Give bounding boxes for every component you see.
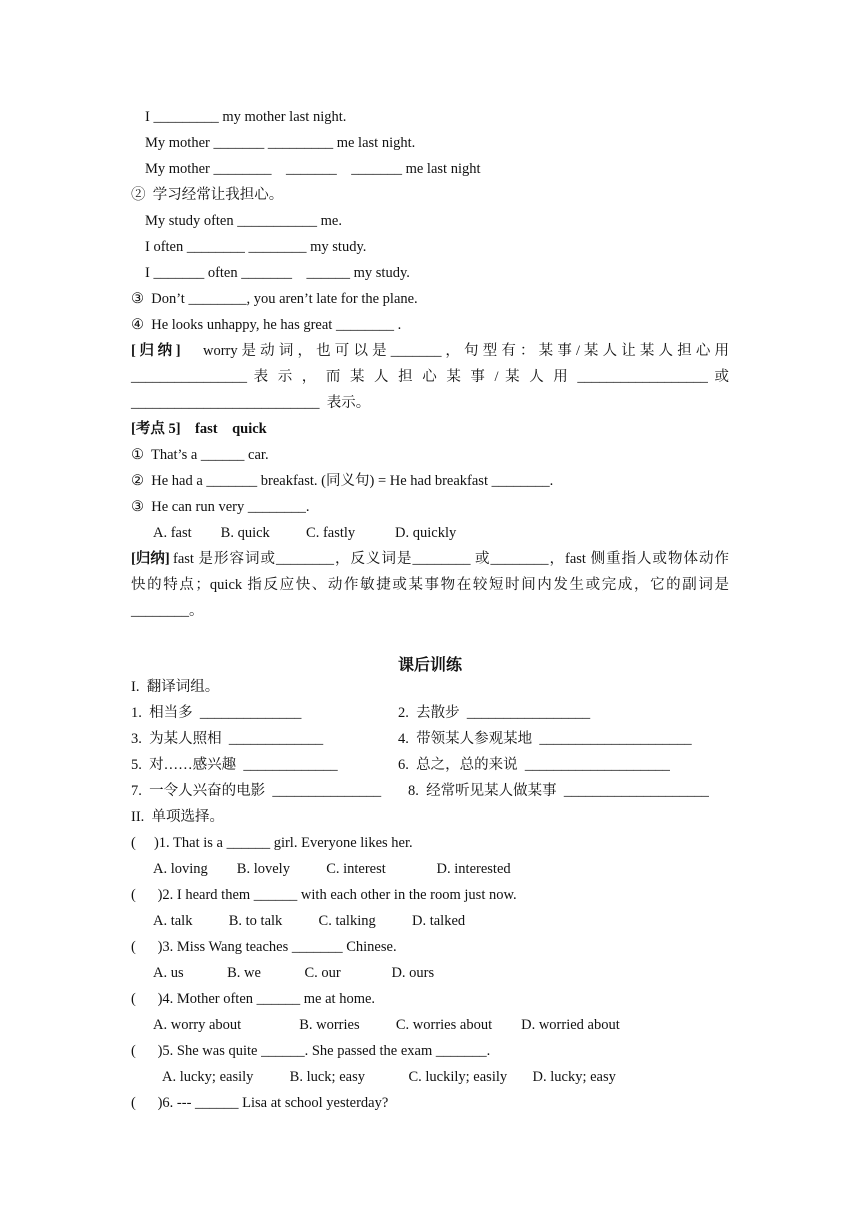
- exercise-line: ② 学习经常让我担心。: [131, 187, 284, 203]
- summary-tag: [归纳]: [131, 551, 170, 567]
- translate-item: 5. 对……感兴趣 _____________: [131, 757, 338, 773]
- summary-text: ________________ 表 示 ， 而 某 人 担 心 某 事 / 某 人 用 __________________ 或: [131, 369, 729, 385]
- exercise-line: ① That’s a ______ car.: [131, 447, 269, 463]
- translate-item: 1. 相当多 ______________: [131, 705, 302, 721]
- part-heading: II. 单项选择。: [131, 809, 225, 825]
- exercise-line: ② He had a _______ breakfast. (同义句) = He had breakfast ________.: [131, 473, 554, 489]
- summary-text: __________________________ 表示。: [131, 395, 371, 411]
- exercise-line: My mother ________ _______ _______ me last night: [145, 161, 481, 177]
- mc-options: A. lucky; easily B. luck; easy C. luckily; easily D. lucky; easy: [162, 1069, 616, 1085]
- exercise-line: ④ He looks unhappy, he has great ________ .: [131, 317, 402, 333]
- mc-options: A. talk B. to talk C. talking D. talked: [153, 913, 466, 929]
- mc-options: A. us B. we C. our D. ours: [153, 965, 435, 981]
- summary-text: ________。: [131, 603, 204, 619]
- mc-question: ( )5. She was quite ______. She passed the exam _______.: [131, 1043, 491, 1059]
- summary-text: worry 是 动 词 ， 也 可 以 是 _______ ， 句 型 有 ： 某 事 / 某 人 让 某 人 担 心 用: [203, 343, 729, 359]
- exercise-line: I _______ often _______ ______ my study.: [145, 265, 410, 281]
- section-heading: 课后训练: [397, 657, 462, 674]
- mc-question: ( )4. Mother often ______ me at home.: [131, 991, 376, 1007]
- exercise-line: I often ________ ________ my study.: [145, 239, 367, 255]
- mc-options: A. loving B. lovely C. interest D. interested: [153, 861, 511, 877]
- mc-question: ( )1. That is a ______ girl. Everyone likes her.: [131, 835, 413, 851]
- translate-item: 7. 一令人兴奋的电影 _______________: [131, 783, 382, 799]
- exercise-line: ③ He can run very ________.: [131, 499, 310, 515]
- exercise-line: My study often ___________ me.: [145, 213, 342, 229]
- mc-question: ( )2. I heard them ______ with each other in the room just now.: [131, 887, 517, 903]
- translate-item: 8. 经常听见某人做某事 ____________________: [408, 783, 709, 799]
- part-heading: I. 翻译词组。: [131, 679, 220, 695]
- mc-question: ( )3. Miss Wang teaches _______ Chinese.: [131, 939, 397, 955]
- summary-text: 快的特点；quick 指反应快、动作敏捷或某事物在较短时间内发生或完成，它的副词是: [131, 577, 729, 593]
- exercise-line: I _________ my mother last night.: [145, 109, 347, 125]
- translate-item: 3. 为某人照相 _____________: [131, 731, 324, 747]
- options-line: A. fast B. quick C. fastly D. quickly: [153, 525, 457, 541]
- translate-item: 4. 带领某人参观某地 _____________________: [398, 731, 692, 747]
- point-title: [考点 5] fast quick: [131, 421, 267, 437]
- mc-question: ( )6. --- ______ Lisa at school yesterday?: [131, 1095, 389, 1111]
- translate-item: 2. 去散步 _________________: [398, 705, 591, 721]
- summary-tag: [ 归 纳 ]: [131, 343, 181, 359]
- summary-text: fast 是形容词或________，反义词是________ 或________，fast 侧重指人或物体动作: [173, 551, 729, 567]
- translate-item: 6. 总之，总的来说 ____________________: [398, 757, 670, 773]
- exercise-line: My mother _______ _________ me last night.: [145, 135, 416, 151]
- exercise-line: ③ Don’t ________, you aren’t late for the plane.: [131, 291, 418, 307]
- mc-options: A. worry about B. worries C. worries about D. worried about: [153, 1017, 620, 1033]
